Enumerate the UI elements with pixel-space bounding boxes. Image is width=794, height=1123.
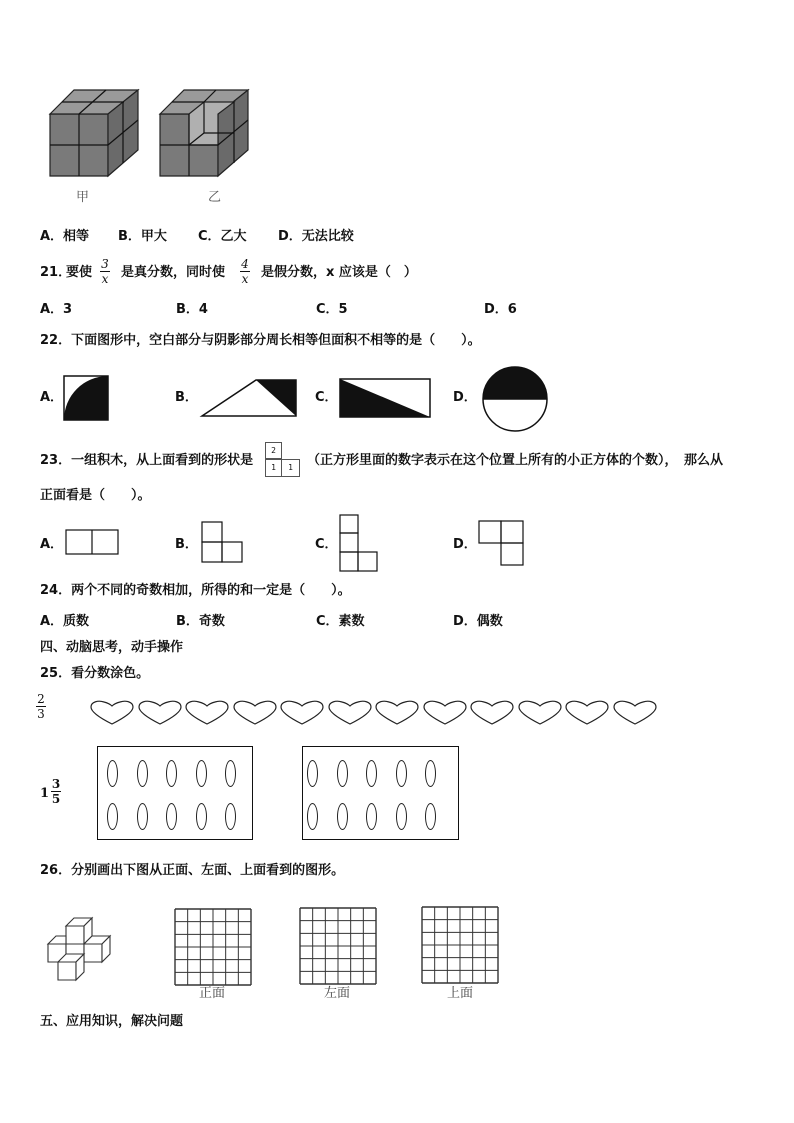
oval-shape[interactable] <box>107 760 118 787</box>
heart-shape[interactable] <box>470 700 514 726</box>
cube-figure-yi <box>150 86 250 186</box>
q22-figure-b[interactable] <box>201 378 297 418</box>
oval-shape[interactable] <box>396 760 407 787</box>
q24-option-c[interactable]: C．素数 <box>316 614 365 629</box>
oval-shape[interactable] <box>366 803 377 830</box>
heart-shape[interactable] <box>280 700 324 726</box>
q23-figure-d[interactable] <box>478 520 524 566</box>
q24-option-a[interactable]: A．质数 <box>40 614 90 629</box>
oval-shape[interactable] <box>425 803 436 830</box>
oval-shape[interactable] <box>425 760 436 787</box>
heart-shape[interactable] <box>233 700 277 726</box>
grid-label-left: 左面 <box>324 986 351 1001</box>
oval-shape[interactable] <box>307 803 318 830</box>
q23-option-b-label[interactable]: B． <box>175 537 198 552</box>
q20-option-b[interactable]: B．甲大 <box>118 229 167 244</box>
oval-shape[interactable] <box>196 803 207 830</box>
oval-shape[interactable] <box>225 760 236 787</box>
oval-shape[interactable] <box>337 803 348 830</box>
q21-text-3: 是假分数，x 应该是（ ） <box>261 265 417 280</box>
oval-shape[interactable] <box>166 760 177 787</box>
oval-shape[interactable] <box>196 760 207 787</box>
q23-option-c-label[interactable]: C． <box>315 537 338 552</box>
q21-text-1: 要使 <box>66 265 93 280</box>
mixed-fraction: 3 5 <box>51 777 61 806</box>
q22-option-c-label[interactable]: C． <box>315 390 338 405</box>
oval-shape[interactable] <box>137 760 148 787</box>
q21-option-c[interactable]: C．5 <box>316 302 348 317</box>
section-5-heading: 五、应用知识，解决问题 <box>40 1014 184 1029</box>
heart-shape[interactable] <box>565 700 609 726</box>
figure-label-yi: 乙 <box>208 190 222 205</box>
q26-question: 26．分别画出下图从正面、左面、上面看到的图形。 <box>40 863 345 878</box>
q20-option-d[interactable]: D．无法比较 <box>278 229 354 244</box>
grid-label-top: 上面 <box>447 986 474 1001</box>
drawing-grid-left[interactable] <box>299 907 377 985</box>
q24-option-b[interactable]: B．奇数 <box>176 614 225 629</box>
oval-shape[interactable] <box>166 803 177 830</box>
oval-shape[interactable] <box>225 803 236 830</box>
q20-option-a[interactable]: A．相等 <box>40 229 90 244</box>
q23-figure-b[interactable] <box>201 521 243 563</box>
oval-shape[interactable] <box>396 803 407 830</box>
q23-question-3: 正面看是（ ）。 <box>40 488 151 503</box>
heart-shape[interactable] <box>423 700 467 726</box>
q21-number: 21． <box>40 265 72 280</box>
heart-shape[interactable] <box>90 700 134 726</box>
oval-shape[interactable] <box>366 760 377 787</box>
q23-figure-a[interactable] <box>65 529 119 555</box>
q21-option-b[interactable]: B．4 <box>176 302 208 317</box>
heart-shape[interactable] <box>375 700 419 726</box>
q21-option-d[interactable]: D．6 <box>484 302 517 317</box>
figure-label-jia: 甲 <box>76 190 90 205</box>
oval-shape[interactable] <box>137 803 148 830</box>
q24-question: 24．两个不同的奇数相加，所得的和一定是（ ）。 <box>40 583 351 598</box>
q22-option-b-label[interactable]: B． <box>175 390 198 405</box>
q21-fraction-2: 4 x <box>241 257 249 286</box>
q23-figure-c[interactable] <box>339 514 379 572</box>
q23-question-2: （正方形里面的数字表示在这个位置上所有的小正方体的个数）， 那么从 <box>307 453 724 468</box>
heart-shape[interactable] <box>328 700 372 726</box>
q22-figure-d[interactable] <box>479 366 551 432</box>
q23-top-view: 2 1 1 <box>265 442 301 478</box>
q23-question-1: 23．一组积木，从上面看到的形状是 <box>40 453 254 468</box>
q20-option-c[interactable]: C．乙大 <box>198 229 247 244</box>
q22-figure-a[interactable] <box>63 375 109 421</box>
grid-label-front: 正面 <box>199 986 226 1001</box>
block-stack-figure <box>44 910 124 982</box>
cube-figure-jia <box>40 86 140 186</box>
oval-box-2 <box>302 746 459 840</box>
q25-fraction-two-thirds: 2 3 <box>37 692 45 721</box>
drawing-grid-top[interactable] <box>421 906 499 984</box>
heart-shape[interactable] <box>138 700 182 726</box>
oval-shape[interactable] <box>337 760 348 787</box>
heart-shape[interactable] <box>518 700 562 726</box>
oval-shape[interactable] <box>107 803 118 830</box>
mixed-whole: 1 <box>40 786 50 801</box>
q21-text-2: 是真分数，同时使 <box>121 265 226 280</box>
q22-option-d-label[interactable]: D． <box>453 390 477 405</box>
section-4-heading: 四、动脑思考，动手操作 <box>40 640 184 655</box>
q22-question: 22．下面图形中，空白部分与阴影部分周长相等但面积不相等的是（ ）。 <box>40 333 481 348</box>
oval-shape[interactable] <box>307 760 318 787</box>
heart-shape[interactable] <box>613 700 657 726</box>
q23-option-d-label[interactable]: D． <box>453 537 477 552</box>
q21-option-a[interactable]: A．3 <box>40 302 73 317</box>
q24-option-d[interactable]: D．偶数 <box>453 614 503 629</box>
q21-fraction-1: 3 x <box>101 257 109 286</box>
q25-question: 25．看分数涂色。 <box>40 666 150 681</box>
heart-shape[interactable] <box>185 700 229 726</box>
q23-option-a-label[interactable]: A． <box>40 537 64 552</box>
q22-figure-c[interactable] <box>339 378 431 418</box>
q22-option-a-label[interactable]: A． <box>40 390 64 405</box>
drawing-grid-front[interactable] <box>174 908 252 986</box>
